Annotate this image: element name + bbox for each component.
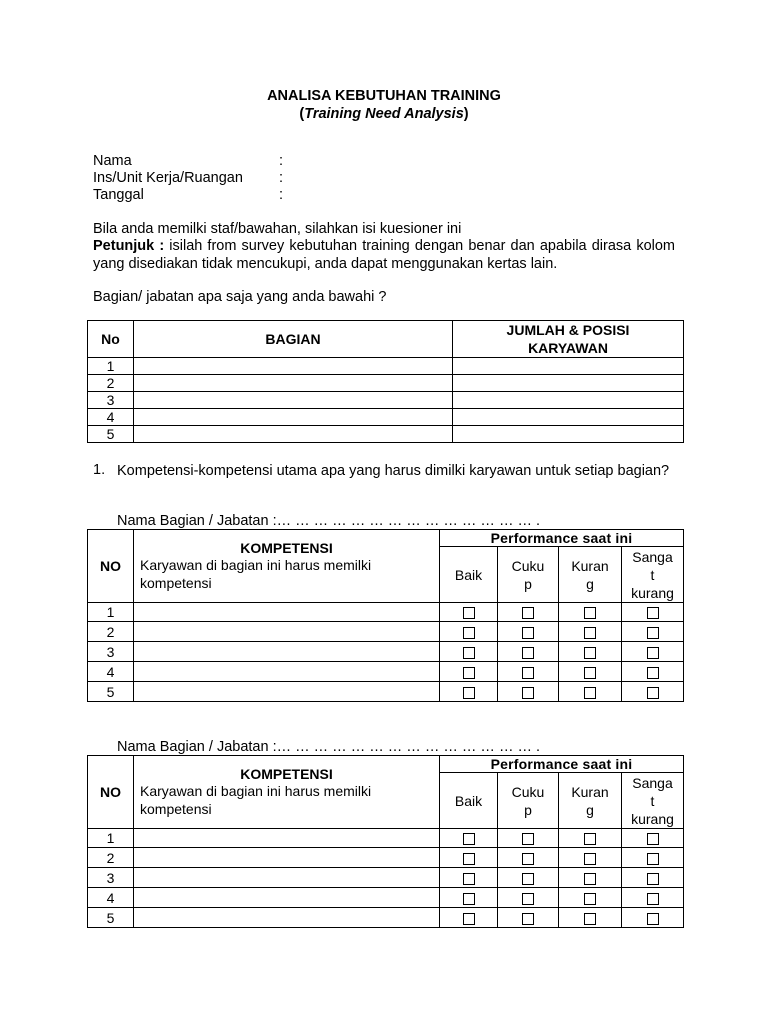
header-cukup: Cuku p — [498, 773, 559, 829]
header-kompetensi — [134, 756, 440, 829]
bagian-cell[interactable] — [134, 426, 453, 443]
table-row — [88, 375, 684, 392]
header-no: NO — [88, 530, 134, 603]
checkbox-kurang[interactable] — [584, 873, 596, 885]
kompetensi-title: KOMPETENSI — [240, 540, 333, 556]
row-number: 5 — [88, 426, 134, 443]
row-number: 3 — [88, 868, 134, 888]
question1-text: Kompetensi-kompetensi utama apa yang harus dimilki karyawan untuk setiap bagian? — [117, 463, 670, 479]
header-performance: Performance saat ini — [440, 530, 684, 547]
nama-bagian-line-2: Nama Bagian / Jabatan :… … … … … … … … … … … … … … . — [117, 739, 541, 755]
table-row — [88, 868, 684, 888]
subtitle-paren-close: ) — [463, 106, 469, 122]
kompetensi-cell[interactable] — [134, 868, 440, 888]
checkbox-cukup[interactable] — [522, 627, 534, 639]
checkbox-cukup[interactable] — [522, 607, 534, 619]
checkbox-sangat-kurang[interactable] — [647, 893, 659, 905]
header-kurang: Kuran g — [559, 773, 622, 829]
bagian-table-header — [88, 321, 684, 358]
petunjuk-text: isilah from survey kebutuhan training dengan benar dan apabila dirasa kolom yang disediakan tidak mencukupi, anda dapat menggunakan kertas lain. — [93, 238, 675, 272]
kompetensi-cell[interactable] — [134, 888, 440, 908]
row-number: 1 — [88, 358, 134, 375]
kompetensi-cell[interactable] — [134, 908, 440, 928]
checkbox-sangat-kurang[interactable] — [647, 687, 659, 699]
checkbox-baik[interactable] — [463, 893, 475, 905]
checkbox-kurang[interactable] — [584, 687, 596, 699]
checkbox-cukup[interactable] — [522, 893, 534, 905]
subtitle-paren-open: ( — [299, 106, 305, 122]
header-kompetensi — [134, 530, 440, 603]
checkbox-cukup[interactable] — [522, 853, 534, 865]
checkbox-kurang[interactable] — [584, 667, 596, 679]
row-number: 2 — [88, 848, 134, 868]
field-tanggal-label: Tanggal — [93, 187, 144, 203]
header-no: NO — [88, 756, 134, 829]
checkbox-sangat-kurang[interactable] — [647, 607, 659, 619]
field-unit-colon: : — [279, 170, 284, 186]
table-row — [88, 409, 684, 426]
table-row — [88, 682, 684, 702]
bagian-cell[interactable] — [134, 358, 453, 375]
row-number: 2 — [88, 622, 134, 642]
field-nama-colon: : — [279, 153, 284, 169]
checkbox-sangat-kurang[interactable] — [647, 853, 659, 865]
checkbox-baik[interactable] — [463, 913, 475, 925]
checkbox-baik[interactable] — [463, 687, 475, 699]
row-number: 5 — [88, 682, 134, 702]
checkbox-baik[interactable] — [463, 833, 475, 845]
checkbox-sangat-kurang[interactable] — [647, 913, 659, 925]
header-bagian: BAGIAN — [134, 321, 453, 358]
document-title: ANALISA KEBUTUHAN TRAINING — [267, 88, 501, 104]
checkbox-kurang[interactable] — [584, 833, 596, 845]
checkbox-baik[interactable] — [463, 647, 475, 659]
kompetensi-desc-1: Karyawan di bagian ini harus memilki — [140, 783, 372, 799]
bagian-cell[interactable] — [134, 375, 453, 392]
row-number: 3 — [88, 392, 134, 409]
jumlah-cell[interactable] — [453, 392, 684, 409]
kompetensi-cell[interactable] — [134, 622, 440, 642]
checkbox-sangat-kurang[interactable] — [647, 667, 659, 679]
kompetensi-cell[interactable] — [134, 848, 440, 868]
kompetensi-title: KOMPETENSI — [240, 766, 333, 782]
question1-number: 1. — [93, 462, 106, 478]
row-number: 2 — [88, 375, 134, 392]
row-number: 5 — [88, 908, 134, 928]
kompetensi-cell[interactable] — [134, 662, 440, 682]
jumlah-cell[interactable] — [453, 358, 684, 375]
checkbox-sangat-kurang[interactable] — [647, 873, 659, 885]
table-row — [88, 358, 684, 375]
checkbox-cukup[interactable] — [522, 687, 534, 699]
checkbox-kurang[interactable] — [584, 913, 596, 925]
kompetensi-table-2 — [87, 755, 684, 928]
kompetensi-cell[interactable] — [134, 829, 440, 848]
checkbox-cukup[interactable] — [522, 833, 534, 845]
header-jumlah-line2: KARYAWAN — [528, 340, 608, 356]
row-number: 1 — [88, 829, 134, 848]
checkbox-sangat-kurang[interactable] — [647, 627, 659, 639]
kompetensi-cell[interactable] — [134, 642, 440, 662]
bagian-cell[interactable] — [134, 392, 453, 409]
jumlah-cell[interactable] — [453, 426, 684, 443]
header-cukup: Cuku p — [498, 547, 559, 603]
header-performance: Performance saat ini — [440, 756, 684, 773]
row-number: 4 — [88, 888, 134, 908]
field-nama-label: Nama — [93, 153, 132, 169]
table-row — [88, 848, 684, 868]
field-tanggal-colon: : — [279, 187, 284, 203]
table-row — [88, 662, 684, 682]
checkbox-baik[interactable] — [463, 667, 475, 679]
kompetensi-desc-1: Karyawan di bagian ini harus memilki — [140, 557, 372, 573]
row-number: 3 — [88, 642, 134, 662]
table-row — [88, 642, 684, 662]
checkbox-cukup[interactable] — [522, 647, 534, 659]
header-sangat-kurang: Sanga t kurang — [622, 773, 684, 829]
header-jumlah-line1: JUMLAH & POSISI — [506, 322, 630, 338]
table-row — [88, 888, 684, 908]
petunjuk-label: Petunjuk : — [93, 238, 165, 254]
checkbox-kurang[interactable] — [584, 853, 596, 865]
checkbox-baik[interactable] — [463, 627, 475, 639]
kompetensi-desc-2: kompetensi — [140, 575, 212, 591]
field-unit-label: Ins/Unit Kerja/Ruangan — [93, 170, 243, 186]
table-row — [88, 603, 684, 622]
header-kurang: Kuran g — [559, 547, 622, 603]
checkbox-baik[interactable] — [463, 873, 475, 885]
row-number: 4 — [88, 409, 134, 426]
row-number: 1 — [88, 603, 134, 622]
kompetensi-table-1 — [87, 529, 684, 702]
checkbox-sangat-kurang[interactable] — [647, 647, 659, 659]
bagian-table — [87, 320, 684, 443]
header-no: No — [88, 321, 134, 358]
table-row — [88, 392, 684, 409]
header-baik: Baik — [440, 773, 498, 829]
bagian-question: Bagian/ jabatan apa saja yang anda bawahi ? — [93, 289, 387, 305]
checkbox-kurang[interactable] — [584, 627, 596, 639]
nama-bagian-line-1: Nama Bagian / Jabatan :… … … … … … … … … … … … … … . — [117, 513, 541, 529]
header-jumlah — [453, 321, 684, 358]
kompetensi-cell[interactable] — [134, 682, 440, 702]
jumlah-cell[interactable] — [453, 375, 684, 392]
header-sangat-kurang: Sanga t kurang — [622, 547, 684, 603]
checkbox-baik[interactable] — [463, 853, 475, 865]
row-number: 4 — [88, 662, 134, 682]
table-row — [88, 426, 684, 443]
kompetensi-desc-2: kompetensi — [140, 801, 212, 817]
kompetensi-cell[interactable] — [134, 603, 440, 622]
checkbox-kurang[interactable] — [584, 607, 596, 619]
subtitle-italic: Training Need Analysis — [304, 106, 464, 122]
checkbox-sangat-kurang[interactable] — [647, 833, 659, 845]
jumlah-cell[interactable] — [453, 409, 684, 426]
bagian-cell[interactable] — [134, 409, 453, 426]
table-row — [88, 622, 684, 642]
checkbox-cukup[interactable] — [522, 913, 534, 925]
document-subtitle — [0, 106, 768, 122]
header-baik: Baik — [440, 547, 498, 603]
checkbox-cukup[interactable] — [522, 667, 534, 679]
checkbox-kurang[interactable] — [584, 893, 596, 905]
checkbox-cukup[interactable] — [522, 873, 534, 885]
table-row — [88, 908, 684, 928]
checkbox-kurang[interactable] — [584, 647, 596, 659]
petunjuk-paragraph — [93, 237, 675, 273]
checkbox-baik[interactable] — [463, 607, 475, 619]
table-row — [88, 829, 684, 848]
intro-line: Bila anda memilki staf/bawahan, silahkan isi kuesioner ini — [93, 221, 462, 237]
